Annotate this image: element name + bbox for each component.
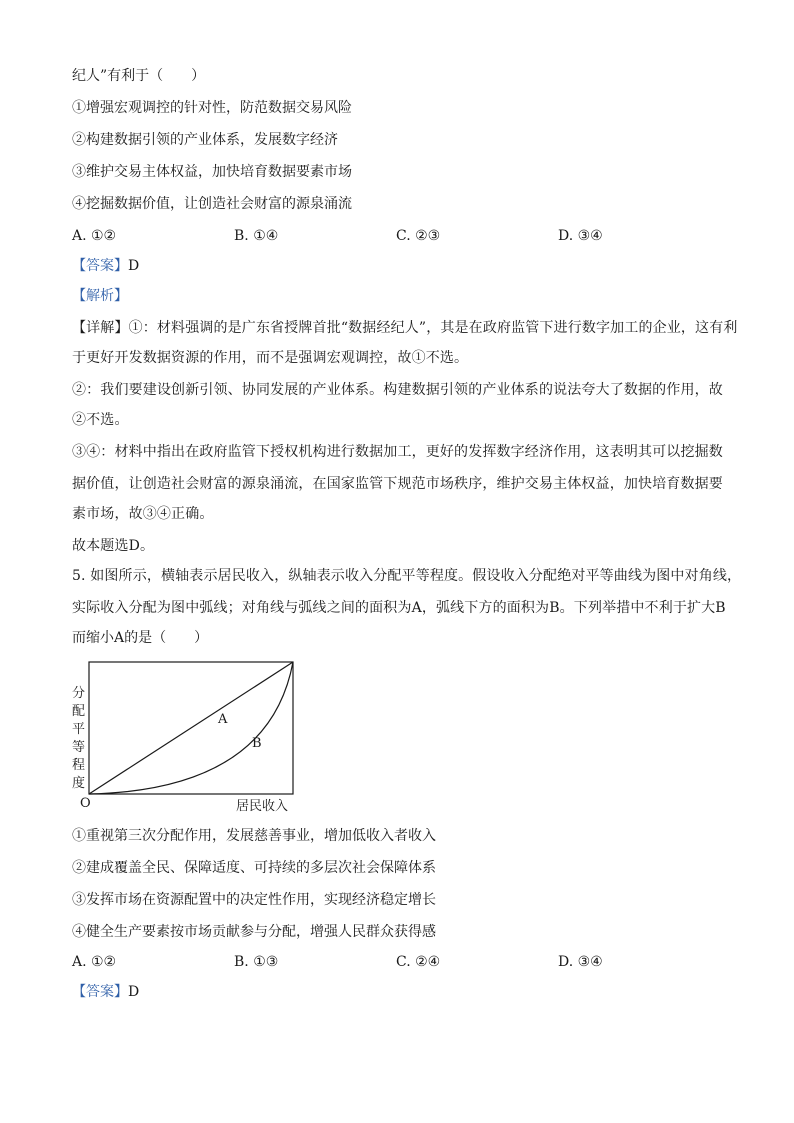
q4-analysis-line-7: 素市场，故③④正确。	[72, 506, 214, 522]
q5-answer-label: 【答案】	[72, 984, 128, 1000]
q4-statement-1: ①增强宏观调控的针对性，防范数据交易风险	[72, 100, 352, 116]
label-b: B	[252, 736, 262, 751]
q4-statement-4: ④挖掘数据价值，让创造社会财富的源泉涌流	[72, 196, 352, 212]
q5-option-c: C. ②④	[396, 954, 441, 970]
q4-option-c: C. ②③	[396, 228, 441, 244]
q5-answer-value: D	[128, 984, 140, 1000]
q4-analysis-line-1: 【详解】①：材料强调的是广东省授牌首批“数据经纪人”，其是在政府监管下进行数字加工的企业，这有利	[72, 320, 738, 336]
q4-analysis-line-4: ②不选。	[72, 412, 129, 428]
q5-option-b: B. ①③	[234, 954, 279, 970]
q4-analysis-line-6: 据价值，让创造社会财富的源泉涌流，在国家监管下规范市场秩序，维护交易主体权益，加快培育数据要	[72, 476, 723, 492]
q4-option-b: B. ①④	[234, 228, 279, 244]
q5-stem-line-3: 而缩小A的是（ ）	[72, 630, 209, 646]
q4-analysis-label: 【解析】	[72, 288, 128, 304]
q5-option-d: D. ③④	[558, 954, 603, 970]
q5-stem-line-1: 5. 如图所示，横轴表示居民收入，纵轴表示收入分配平等程度。假设收入分配绝对平等曲线为图中对角线，	[72, 568, 742, 584]
q4-statement-3: ③维护交易主体权益，加快培育数据要素市场	[72, 164, 352, 180]
q4-analysis-line-8: 故本题选D。	[72, 538, 155, 554]
q4-analysis-line-2: 于更好开发数据资源的作用，而不是强调宏观调控，故①不选。	[72, 350, 469, 366]
q4-answer-value: D	[128, 258, 140, 274]
q5-option-a: A. ①②	[72, 954, 117, 970]
xlabel: 居民收入	[236, 799, 289, 814]
q4-answer-label: 【答案】	[72, 258, 128, 274]
label-a: A	[218, 712, 228, 727]
ylabel-char-1: 分	[72, 686, 86, 701]
q5-statement-1: ①重视第三次分配作用，发展慈善事业，增加低收入者收入	[72, 828, 436, 844]
q4-statement-2: ②构建数据引领的产业体系，发展数字经济	[72, 132, 338, 148]
ylabel-char-3: 平	[72, 722, 86, 737]
q4-analysis-line-3: ②：我们要建设创新引领、协同发展的产业体系。构建数据引领的产业体系的说法夸大了数据的作用，故	[72, 382, 723, 398]
q5-statement-4: ④健全生产要素按市场贡献参与分配，增强人民群众获得感	[72, 924, 436, 940]
q4-option-a: A. ①②	[72, 228, 117, 244]
ylabel-char-4: 等	[72, 740, 86, 755]
origin-label: O	[80, 796, 91, 811]
ylabel-char-2: 配	[72, 704, 86, 719]
q4-analysis-line-5: ③④：材料中指出在政府监管下授权机构进行数据加工，更好的发挥数字经济作用，这表明其可以挖掘数	[72, 444, 723, 460]
ylabel-char-5: 程	[72, 758, 86, 773]
q4-stem-tail: 纪人”有利于（ ）	[72, 68, 206, 84]
q5-statement-2: ②建成覆盖全民、保障适度、可持续的多层次社会保障体系	[72, 860, 436, 876]
q4-option-d: D. ③④	[558, 228, 603, 244]
equality-diagonal	[89, 662, 293, 794]
q5-statement-3: ③发挥市场在资源配置中的决定性作用，实现经济稳定增长	[72, 892, 436, 908]
ylabel-char-6: 度	[72, 776, 86, 791]
q5-answer-line	[72, 982, 139, 1002]
q5-stem-line-2: 实际收入分配为图中弧线；对角线与弧线之间的面积为A，弧线下方的面积为B。下列举措中不利于扩大B	[72, 600, 726, 616]
